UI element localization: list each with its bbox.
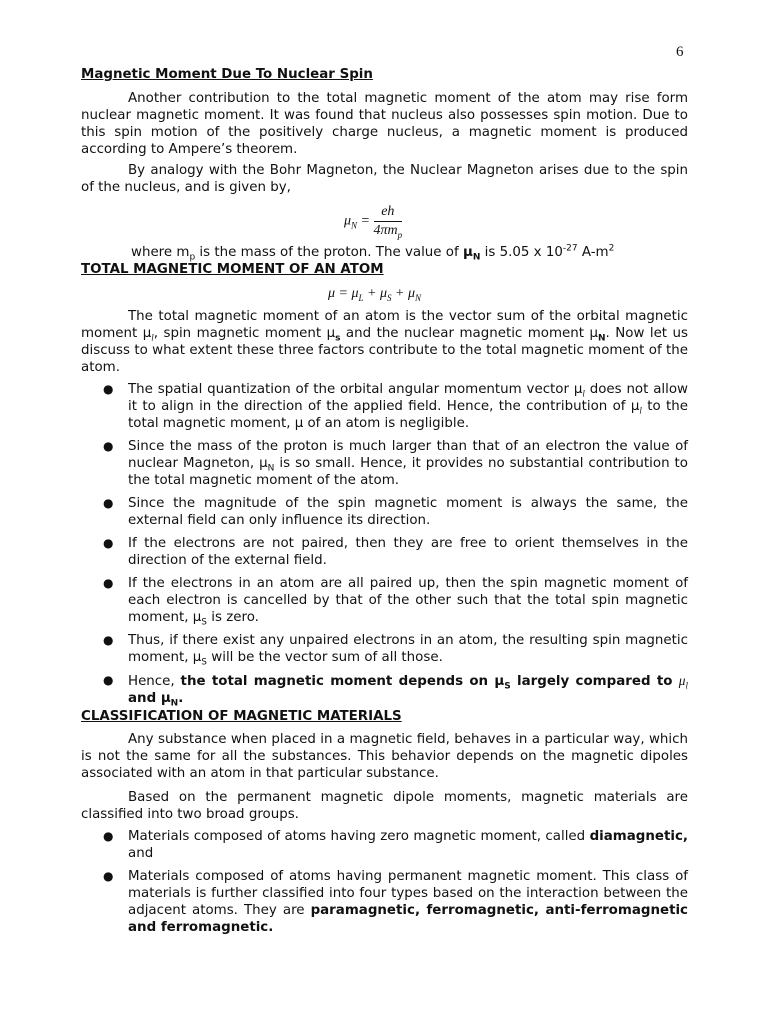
list-item: ● Hence, the total magnetic moment depends on $\mu_S$ largely compared to $\mu_l$ and $\mu_N$. bbox=[103, 673, 688, 709]
list-item: ● Thus, if there exist any unpaired electrons in an atom, the resulting spin magnetic moment, $\mu_S$ will be the vector sum of all those. bbox=[103, 633, 688, 668]
list-item: ● Materials composed of atoms having permanent magnetic moment. This class of materials is further classified into four types based on the interaction between the adjacent atoms. They are paramagnetic, ferromagnetic, anti-ferromagnetic and ferromagnetic. bbox=[103, 869, 688, 935]
paragraph-substance-behavior: Any substance when placed in a magnetic field, behaves in a particular way, which is not the same for all the substances. This behavior depends on the magnetic dipoles associated with an atom in that particular substance. bbox=[81, 732, 688, 781]
page-number: 6 bbox=[676, 44, 684, 60]
atom-moment-bullet-list bbox=[81, 381, 688, 713]
material-classes-bullet-list bbox=[81, 828, 688, 942]
section-title-total-moment: TOTAL MAGNETIC MOMENT OF AN ATOM bbox=[81, 262, 384, 277]
paragraph-dipole-classification: Based on the permanent magnetic dipole moments, magnetic materials are classified into two broad groups. bbox=[81, 790, 688, 822]
paragraph-bohr-analogy: By analogy with the Bohr Magneton, the Nuclear Magneton arises due to the spin of the nucleus, and is given by, bbox=[81, 163, 688, 195]
proton-mass-note: where $m_p$ is the mass of the proton. The value of $\mu_N$ is 5.05 x $10^{-27}$ $A-m^2$ bbox=[131, 243, 615, 263]
nuclear-magneton-equation: $\mu_N$ = $\frac{eh}{4\pi m_p}$ bbox=[344, 204, 403, 240]
paragraph-nuclear-contribution: Another contribution to the total magnetic moment of the atom may rise form nuclear magnetic moment. It was found that nucleus also possesses spin motion. Due to this spin motion of the positively charge nucleus, a magnetic moment is produced according to Ampere’s theorem. bbox=[81, 91, 688, 157]
section-title-classification: CLASSIFICATION OF MAGNETIC MATERIALS bbox=[81, 709, 402, 724]
list-item: ● If the electrons are not paired, then they are free to orient themselves in the direction of the external field. bbox=[103, 536, 688, 568]
list-item: ● Since the magnitude of the spin magnetic moment is always the same, the external field can only influence its direction. bbox=[103, 496, 688, 528]
total-moment-equation: $\mu = \mu_L + \mu_S + \mu_N$ bbox=[328, 286, 422, 303]
paragraph-total-moment: The total magnetic moment of an atom is the vector sum of the orbital magnetic moment $\mu_l$, spin magnetic moment $\mu_s$ and the nuclear magnetic moment $\mu_N$. Now let us discuss to what extent these three factors contribute to the total magnetic moment of the atom. bbox=[81, 309, 688, 375]
list-item: ● The spatial quantization of the orbital angular momentum vector $\mu_l$ does not allow it to align in the direction of the applied field. Hence, the contribution of $\mu_l$ to the total magnetic moment, μ of an atom is negligible. bbox=[103, 382, 688, 431]
list-item: ● Materials composed of atoms having zero magnetic moment, called diamagnetic, and bbox=[103, 829, 688, 861]
list-item: ● If the electrons in an atom are all paired up, then the spin magnetic moment of each electron is cancelled by that of the other such that the total spin magnetic moment, $\mu_S$ is zero. bbox=[103, 576, 688, 628]
list-item: ● Since the mass of the proton is much larger than that of an electron the value of nuclear Magneton, $\mu_N$ is so small. Hence, it provides no substantial contribution to the total magnetic moment of the atom. bbox=[103, 439, 688, 488]
section-title-nuclear-spin: Magnetic Moment Due To Nuclear Spin bbox=[81, 67, 373, 82]
